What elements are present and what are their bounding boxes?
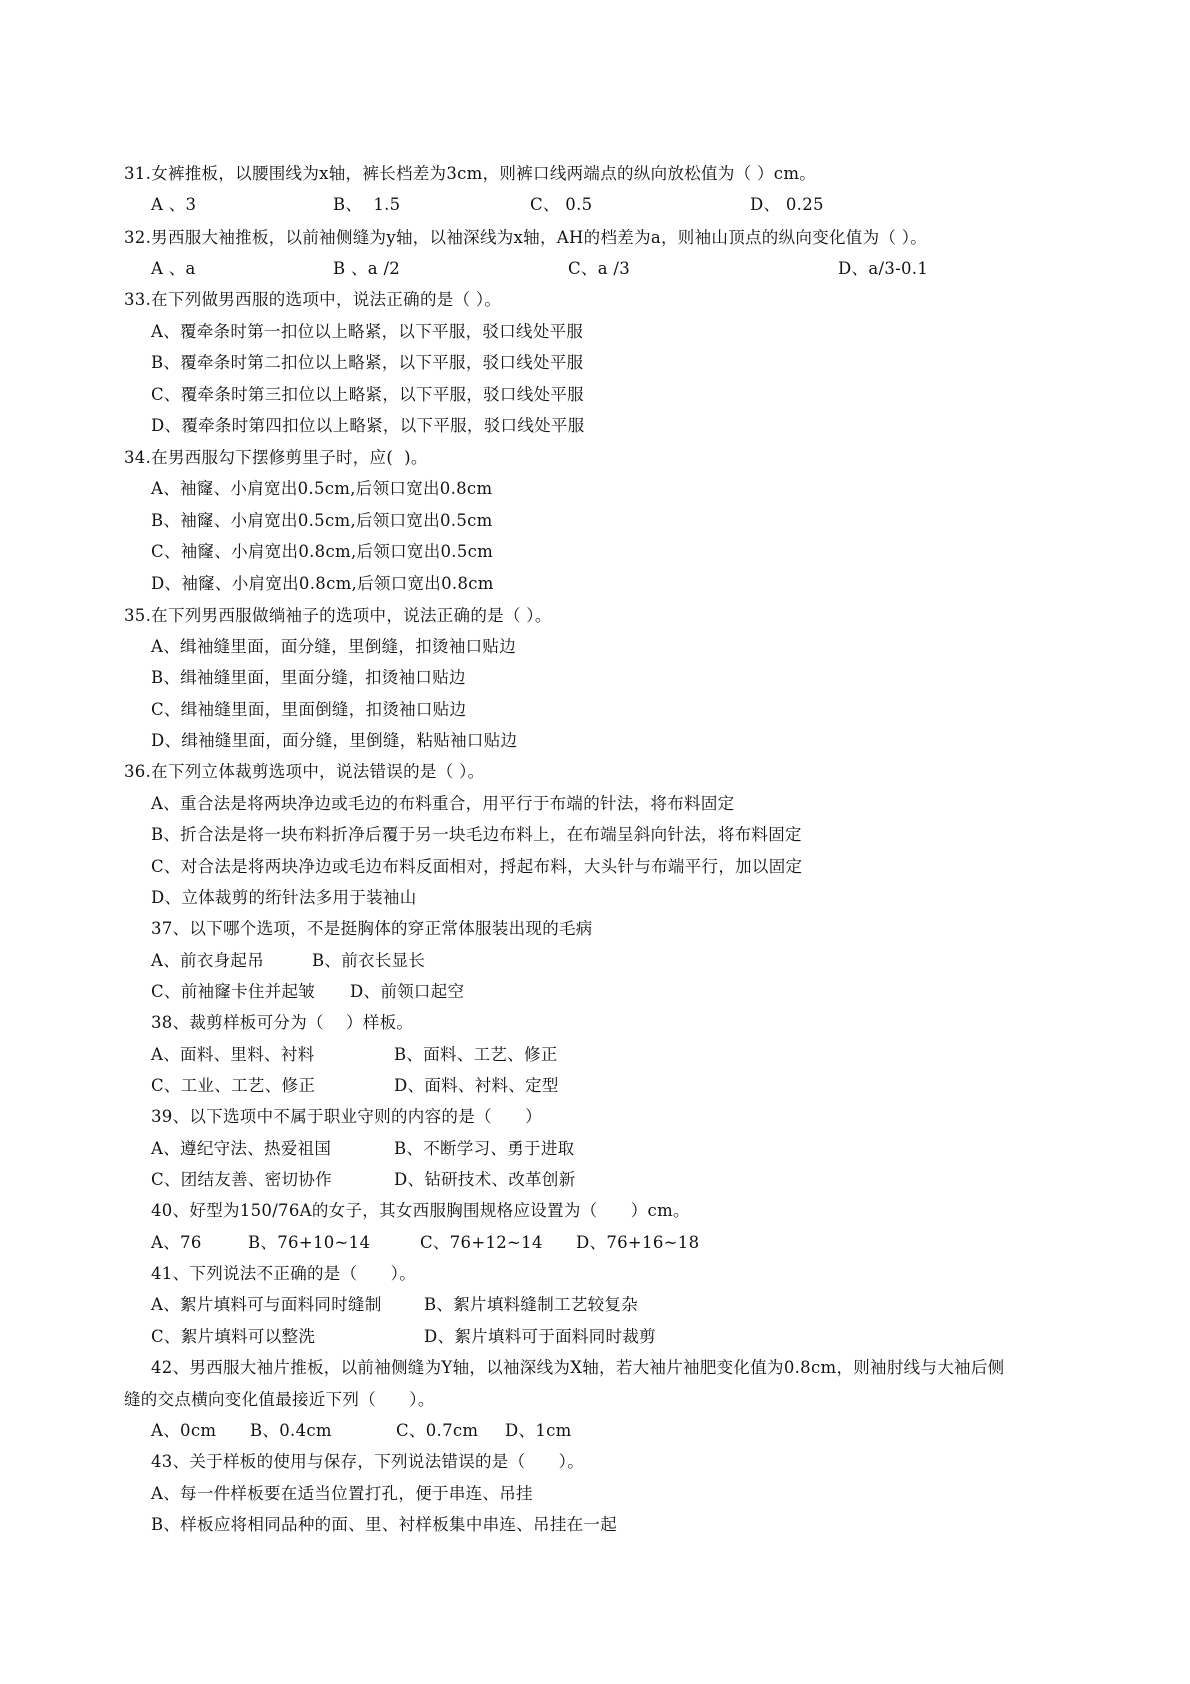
q41-option-d: D、絮片填料可于面料同时裁剪 bbox=[424, 1327, 656, 1346]
q35-option-c: C、缉袖缝里面，里面倒缝，扣烫袖口贴边 bbox=[151, 700, 467, 719]
q42-option-d: D、1cm bbox=[505, 1421, 572, 1440]
q31-option-c: C、 0.5 bbox=[530, 195, 593, 214]
question-42: 42、男西服大袖片推板，以前袖侧缝为Y轴，以袖深线为X轴，若大袖片袖肥变化值为0.8cm，则袖肘线与大袖后侧 bbox=[151, 1358, 1005, 1377]
q40-option-d: D、76+16~18 bbox=[576, 1233, 700, 1252]
q35-option-a: A、缉袖缝里面，面分缝，里倒缝，扣烫袖口贴边 bbox=[151, 637, 517, 656]
q33-option-c: C、覆牵条时第三扣位以上略紧，以下平服，驳口线处平服 bbox=[151, 385, 584, 404]
question-43: 43、关于样板的使用与保存，下列说法错误的是（ ）。 bbox=[151, 1452, 585, 1471]
q32-option-b: B 、a /2 bbox=[333, 259, 401, 278]
q38-option-c: C、工业、工艺、修正 bbox=[151, 1076, 316, 1095]
q38-option-b: B、面料、工艺、修正 bbox=[394, 1045, 558, 1064]
q42-option-c: C、0.7cm bbox=[396, 1421, 479, 1440]
q35-option-d: D、缉袖缝里面，面分缝，里倒缝，粘贴袖口贴边 bbox=[151, 731, 518, 750]
q39-option-a: A、遵纪守法、热爱祖国 bbox=[151, 1139, 332, 1158]
question-36: 36.在下列立体裁剪选项中，说法错误的是（ ）。 bbox=[124, 762, 485, 781]
question-34: 34.在男西服勾下摆修剪里子时，应( )。 bbox=[124, 448, 428, 467]
question-37: 37、以下哪个选项，不是挺胸体的穿正常体服装出现的毛病 bbox=[151, 919, 593, 938]
q34-option-c: C、袖窿、小肩宽出0.8cm,后领口宽出0.5cm bbox=[151, 542, 494, 561]
question-39: 39、以下选项中不属于职业守则的内容的是（ ） bbox=[151, 1107, 542, 1126]
q32-option-c: C、a /3 bbox=[568, 259, 631, 278]
q36-option-c: C、对合法是将两块净边或毛边布料反面相对，捋起布料，大头针与布端平行，加以固定 bbox=[151, 857, 803, 876]
q32-option-d: D、a/3-0.1 bbox=[838, 259, 929, 278]
question-32: 32.男西服大袖推板，以前袖侧缝为y轴，以袖深线为x轴，AH的档差为a，则袖山顶点的纵向变化值为（ ）。 bbox=[124, 228, 928, 247]
q43-option-b: B、样板应将相同品种的面、里、衬样板集中串连、吊挂在一起 bbox=[151, 1515, 618, 1534]
question-40: 40、好型为150/76A的女子，其女西服胸围规格应设置为（ ）cm。 bbox=[151, 1201, 690, 1220]
question-35: 35.在下列男西服做绱袖子的选项中，说法正确的是（ ）。 bbox=[124, 606, 552, 625]
question-31: 31.女裤推板，以腰围线为x轴，裤长档差为3cm，则裤口线两端点的纵向放松值为（ ）cm。 bbox=[124, 164, 817, 183]
q31-option-d: D、 0.25 bbox=[750, 195, 824, 214]
q31-option-a: A 、3 bbox=[151, 195, 197, 214]
q39-option-d: D、钻研技术、改革创新 bbox=[394, 1170, 576, 1189]
q34-option-b: B、袖窿、小肩宽出0.5cm,后领口宽出0.5cm bbox=[151, 511, 493, 530]
q36-option-d: D、立体裁剪的绗针法多用于装袖山 bbox=[151, 888, 417, 907]
q33-option-b: B、覆牵条时第二扣位以上略紧，以下平服，驳口线处平服 bbox=[151, 353, 584, 372]
q41-option-b: B、絮片填料缝制工艺较复杂 bbox=[424, 1295, 639, 1314]
q40-option-b: B、76+10~14 bbox=[248, 1233, 371, 1252]
q32-option-a: A 、a bbox=[151, 259, 196, 278]
question-33: 33.在下列做男西服的选项中，说法正确的是（ ）。 bbox=[124, 290, 502, 309]
q40-option-c: C、76+12~14 bbox=[420, 1233, 543, 1252]
q42-option-a: A、0cm bbox=[151, 1421, 217, 1440]
q37-option-b: B、前衣长显长 bbox=[312, 951, 426, 970]
q38-option-d: D、面料、衬料、定型 bbox=[394, 1076, 559, 1095]
q43-option-a: A、每一件样板要在适当位置打孔，便于串连、吊挂 bbox=[151, 1484, 533, 1503]
q37-option-c: C、前袖窿卡住并起皱 bbox=[151, 982, 316, 1001]
q34-option-d: D、袖窿、小肩宽出0.8cm,后领口宽出0.8cm bbox=[151, 574, 494, 593]
q38-option-a: A、面料、里料、衬料 bbox=[151, 1045, 315, 1064]
q40-option-a: A、76 bbox=[151, 1233, 202, 1252]
question-41: 41、下列说法不正确的是（ ）。 bbox=[151, 1264, 417, 1283]
question-38: 38、裁剪样板可分为（ ）样板。 bbox=[151, 1013, 414, 1032]
q36-option-b: B、折合法是将一块布料折净后覆于另一块毛边布料上，在布端呈斜向针法，将布料固定 bbox=[151, 825, 802, 844]
q34-option-a: A、袖窿、小肩宽出0.5cm,后领口宽出0.8cm bbox=[151, 479, 493, 498]
q39-option-c: C、团结友善、密切协作 bbox=[151, 1170, 332, 1189]
q33-option-a: A、覆牵条时第一扣位以上略紧，以下平服，驳口线处平服 bbox=[151, 322, 584, 341]
q41-option-c: C、絮片填料可以整洗 bbox=[151, 1327, 316, 1346]
q37-option-d: D、前领口起空 bbox=[350, 982, 465, 1001]
q42-option-b: B、0.4cm bbox=[250, 1421, 332, 1440]
q41-option-a: A、絮片填料可与面料同时缝制 bbox=[151, 1295, 382, 1314]
q35-option-b: B、缉袖缝里面，里面分缝，扣烫袖口贴边 bbox=[151, 668, 466, 687]
q37-option-a: A、前衣身起吊 bbox=[151, 951, 265, 970]
q36-option-a: A、重合法是将两块净边或毛边的布料重合，用平行于布端的针法，将布料固定 bbox=[151, 794, 735, 813]
q31-option-b: B、 1.5 bbox=[333, 195, 401, 214]
q33-option-d: D、覆牵条时第四扣位以上略紧，以下平服，驳口线处平服 bbox=[151, 416, 585, 435]
q39-option-b: B、不断学习、勇于进取 bbox=[394, 1139, 575, 1158]
question-42-cont: 缝的交点横向变化值最接近下列（ ）。 bbox=[124, 1390, 435, 1409]
